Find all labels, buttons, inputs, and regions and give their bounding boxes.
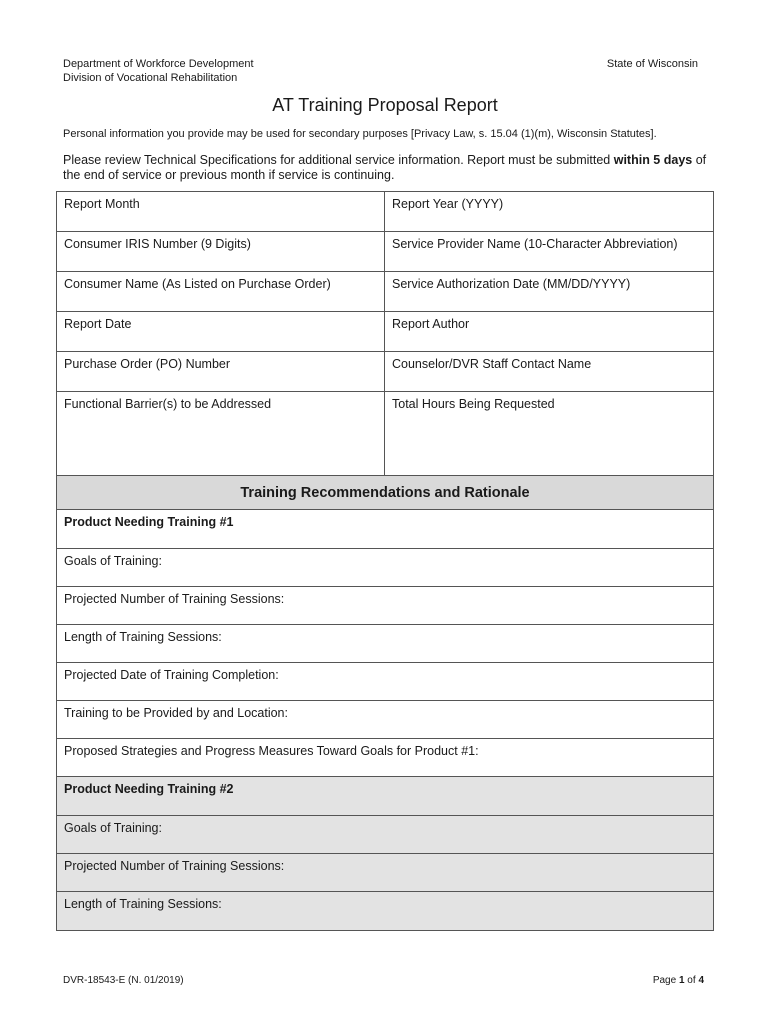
field-service-provider-name[interactable]: Service Provider Name (10-Character Abbreviation): [392, 237, 678, 251]
form-row: [57, 272, 713, 312]
field-purchase-order-number[interactable]: Purchase Order (PO) Number: [57, 352, 385, 391]
field-service-authorization-date[interactable]: Service Authorization Date (MM/DD/YYYY): [392, 277, 631, 291]
field-report-author[interactable]: Report Author: [392, 317, 470, 331]
page-prefix: Page: [652, 975, 679, 986]
product1-heading: Product Needing Training #1: [57, 510, 713, 549]
product1-provider-field[interactable]: Training to be Provided by and Location:: [57, 701, 713, 739]
page-number: [653, 975, 704, 986]
form-row: [57, 192, 713, 232]
field-report-month[interactable]: Report Month: [57, 192, 385, 231]
product2-heading: Product Needing Training #2: [57, 777, 713, 816]
product1-length-field[interactable]: Length of Training Sessions:: [57, 625, 713, 663]
section-heading: Training Recommendations and Rationale: [57, 476, 713, 510]
field-report-year[interactable]: Report Year (YYYY): [392, 197, 504, 211]
header-agency: [63, 57, 254, 85]
product2-length-field[interactable]: Length of Training Sessions:: [57, 892, 713, 930]
field-consumer-iris-number[interactable]: Consumer IRIS Number (9 Digits): [57, 232, 385, 271]
form-row: [57, 232, 713, 272]
product1-strategies-field[interactable]: Proposed Strategies and Progress Measures Toward Goals for Product #1:: [57, 739, 713, 777]
page-title: AT Training Proposal Report: [272, 95, 498, 115]
field-report-date[interactable]: Report Date: [57, 312, 385, 351]
department-name: Department of Workforce Development: [63, 58, 254, 70]
instructions: [63, 153, 713, 183]
page-of: of: [684, 975, 699, 986]
field-total-hours-requested[interactable]: Total Hours Being Requested: [392, 397, 555, 411]
page-total: 4: [698, 975, 704, 986]
instructions-bold: within 5 days: [613, 153, 693, 167]
field-functional-barriers[interactable]: Functional Barrier(s) to be Addressed: [57, 392, 385, 475]
form-row: [57, 392, 713, 476]
report-form: [56, 191, 714, 931]
product1-completion-field[interactable]: Projected Date of Training Completion:: [57, 663, 713, 701]
form-id: DVR-18543-E (N. 01/2019): [63, 975, 184, 986]
state-name: State of Wisconsin: [606, 58, 698, 70]
product1-sessions-field[interactable]: Projected Number of Training Sessions:: [57, 587, 713, 625]
division-name: Division of Vocational Rehabilitation: [63, 72, 238, 84]
form-row: [57, 312, 713, 352]
instructions-suffix: of the end of service or previous month if service is continuing.: [63, 153, 707, 182]
field-consumer-name[interactable]: Consumer Name (As Listed on Purchase Order): [57, 272, 385, 311]
field-counselor-contact-name[interactable]: Counselor/DVR Staff Contact Name: [392, 357, 592, 371]
page-current: 1: [678, 975, 685, 986]
instructions-prefix: Please review Technical Specifications for additional service information. Report must be submitted: [63, 153, 614, 167]
product2-sessions-field[interactable]: Projected Number of Training Sessions:: [57, 854, 713, 892]
privacy-notice: Personal information you provide may be used for secondary purposes [Privacy Law, s. 15.04 (1)(m), Wisconsin Statutes].: [63, 128, 657, 140]
product2-goals-field[interactable]: Goals of Training:: [57, 816, 713, 854]
form-row: [57, 352, 713, 392]
product1-goals-field[interactable]: Goals of Training:: [57, 549, 713, 587]
